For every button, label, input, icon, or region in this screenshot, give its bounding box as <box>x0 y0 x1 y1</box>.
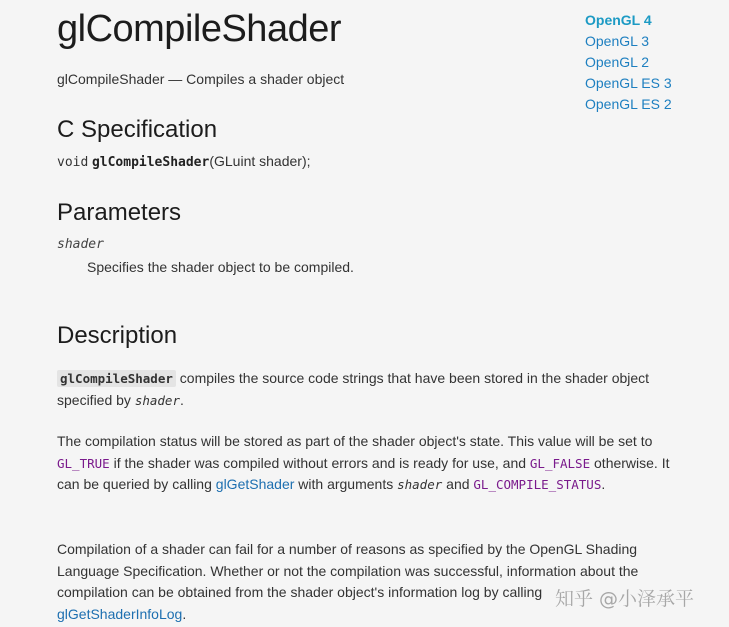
description-paragraph-2 <box>57 431 672 496</box>
return-type: void <box>57 155 89 170</box>
parameters-heading: Parameters <box>57 199 182 226</box>
version-link-opengl-4[interactable]: OpenGL 4 <box>585 12 652 28</box>
text: if the shader was compiled without errors and is ready for use, and <box>109 454 530 471</box>
parameter-name: shader <box>57 237 104 252</box>
version-link-opengl-es-2[interactable]: OpenGL ES 2 <box>585 96 672 112</box>
description-heading: Description <box>57 322 178 349</box>
description-paragraph-1 <box>57 368 672 411</box>
text: Compilation of a shader can fail for a number of reasons as specified by the OpenGL Shading Language Specification. Whether or not the compilation was successful, information about the compilation can be obtained from the shader object's information log by calling <box>57 541 639 600</box>
constant-gl-false: GL_FALSE <box>529 455 591 471</box>
glgetshaderinfolog-link[interactable]: glGetShaderInfoLog <box>57 605 183 622</box>
function-code: glCompileShader <box>57 370 176 387</box>
version-nav <box>585 10 725 115</box>
version-link-opengl-2[interactable]: OpenGL 2 <box>585 54 650 70</box>
text: with arguments <box>294 476 398 492</box>
c-specification-heading: C Specification <box>57 116 218 143</box>
text: The compilation status will be stored as part of the shader object's state. This value will be set to <box>57 433 653 449</box>
version-link-opengl-3[interactable]: OpenGL 3 <box>585 33 650 49</box>
function-name: glCompileShader <box>91 155 210 170</box>
text: otherwise. It can be queried by calling <box>57 454 670 492</box>
parameter-description: Specifies the shader object to be compiled. <box>87 259 354 275</box>
constant-gl-true: GL_TRUE <box>57 455 110 471</box>
page-title: glCompileShader <box>57 8 341 50</box>
version-link-opengl-es-3[interactable]: OpenGL ES 3 <box>585 75 672 91</box>
watermark: 知乎 @小泽承平 <box>555 588 695 610</box>
page-subtitle: glCompileShader — Compiles a shader object <box>57 71 345 87</box>
description-paragraph-3 <box>57 539 672 625</box>
text: . <box>182 605 187 622</box>
text: . <box>179 391 184 408</box>
text: . <box>601 476 606 492</box>
text: compiles the source code strings that have been stored in the shader object specified by <box>57 370 650 408</box>
param-ref: shader <box>134 392 180 408</box>
function-args: (GLuint shader); <box>209 153 311 169</box>
constant-gl-compile-status: GL_COMPILE_STATUS <box>473 477 602 492</box>
param-ref: shader <box>397 477 443 492</box>
function-signature <box>57 153 311 170</box>
text: and <box>442 476 474 492</box>
glgetshader-link[interactable]: glGetShader <box>215 476 295 492</box>
